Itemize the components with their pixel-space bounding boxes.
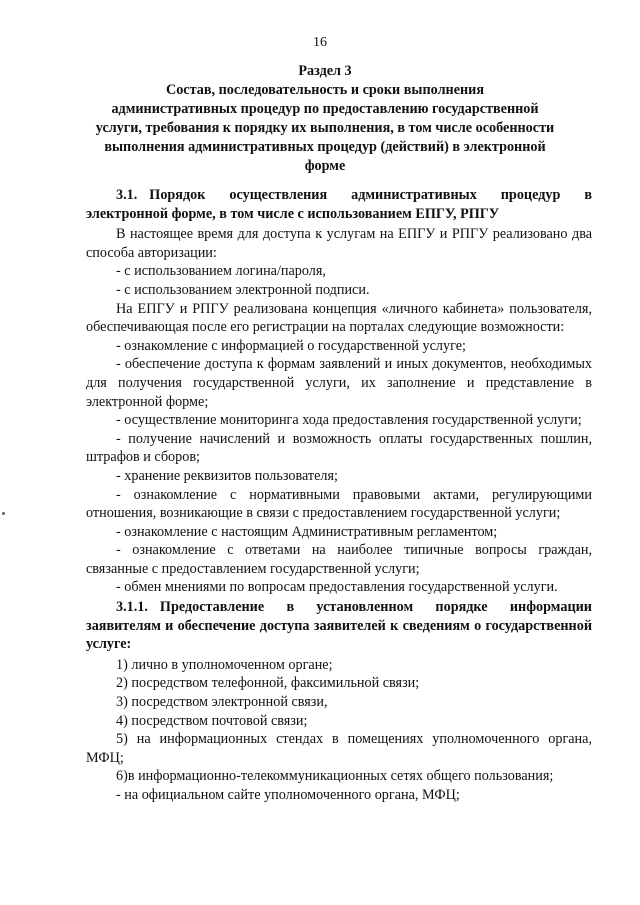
list-item: - ознакомление с информацией о государственной услуге; — [116, 337, 466, 354]
section-label: Раздел 3 — [298, 63, 352, 79]
subsection-title: Предоставление в установленном порядке информации заявителям и обеспечение доступа заявителей к сведениям о государственной услуге: — [86, 599, 592, 653]
list-item: 6)в информационно-телекоммуникационных сетях общего пользования; — [116, 768, 554, 785]
list-item: - ознакомление с ответами на наиболее типичные вопросы граждан, связанные с предоставлением государственной услуги; — [86, 542, 592, 577]
list-item: - обмен мнениями по вопросам предоставления государственной услуги. — [116, 579, 558, 596]
list-item: 1) лично в уполномоченном органе; — [116, 656, 333, 673]
list-item: - на официальном сайте уполномоченного органа, МФЦ; — [116, 787, 460, 803]
scan-speck — [2, 512, 5, 515]
list-item: - ознакомление с настоящим Административным регламентом; — [116, 523, 498, 540]
list-item: 4) посредством почтовой связи; — [116, 712, 308, 729]
list-item: - ознакомление с нормативными правовыми актами, регулирующими отношения, возникающие в связи с предоставлением государственной услуги; — [86, 486, 592, 522]
page-number: 16 — [313, 35, 327, 50]
paragraph: На ЕПГУ и РПГУ реализована концепция «личного кабинета» пользователя, обеспечивающая после его регистрации на порталах следующие возможности: — [86, 300, 592, 336]
section-heading — [70, 62, 580, 176]
subsection-number: 3.1.1. — [116, 599, 148, 616]
list-item: - с использованием электронной подписи. — [116, 281, 370, 298]
subsection-number: 3.1. — [116, 187, 138, 203]
list-item: - обеспечение доступа к формам заявлений и иных документов, необходимых для получения государственной услуги, их заполнение и представление в электронной форме; — [86, 356, 592, 410]
heading-line: выполнения административных процедур (действий) в электронной — [104, 139, 546, 155]
document-body — [86, 186, 592, 805]
list-item: - получение начислений и возможность оплаты государственных пошлин, штрафов и сборов; — [86, 430, 592, 466]
subsection-title: Порядок осуществления административных процедур в электронной форме, в том числе с использованием ЕПГУ, РПГУ — [86, 187, 592, 222]
list-item: 3) посредством электронной связи, — [116, 694, 328, 711]
list-item: 5) на информационных стендах в помещениях уполномоченного органа, МФЦ; — [86, 731, 592, 766]
subsection-3-1-1-heading — [86, 598, 592, 654]
heading-line: форме — [304, 158, 346, 174]
list-item: - с использованием логина/пароля, — [116, 263, 326, 280]
list-item: - хранение реквизитов пользователя; — [116, 467, 338, 484]
heading-line: административных процедур по предоставлению государственной — [111, 101, 539, 117]
subsection-3-1-heading — [86, 186, 592, 223]
heading-line: Состав, последовательность и сроки выполнения — [165, 82, 485, 98]
list-item: 2) посредством телефонной, факсимильной связи; — [116, 675, 420, 692]
heading-line: услуги, требования к порядку их выполнения, в том числе особенности — [95, 120, 555, 136]
list-item: - осуществление мониторинга хода предоставления государственной услуги; — [116, 412, 582, 429]
paragraph: В настоящее время для доступа к услугам на ЕПГУ и РПГУ реализовано два способа авторизации: — [86, 226, 592, 261]
